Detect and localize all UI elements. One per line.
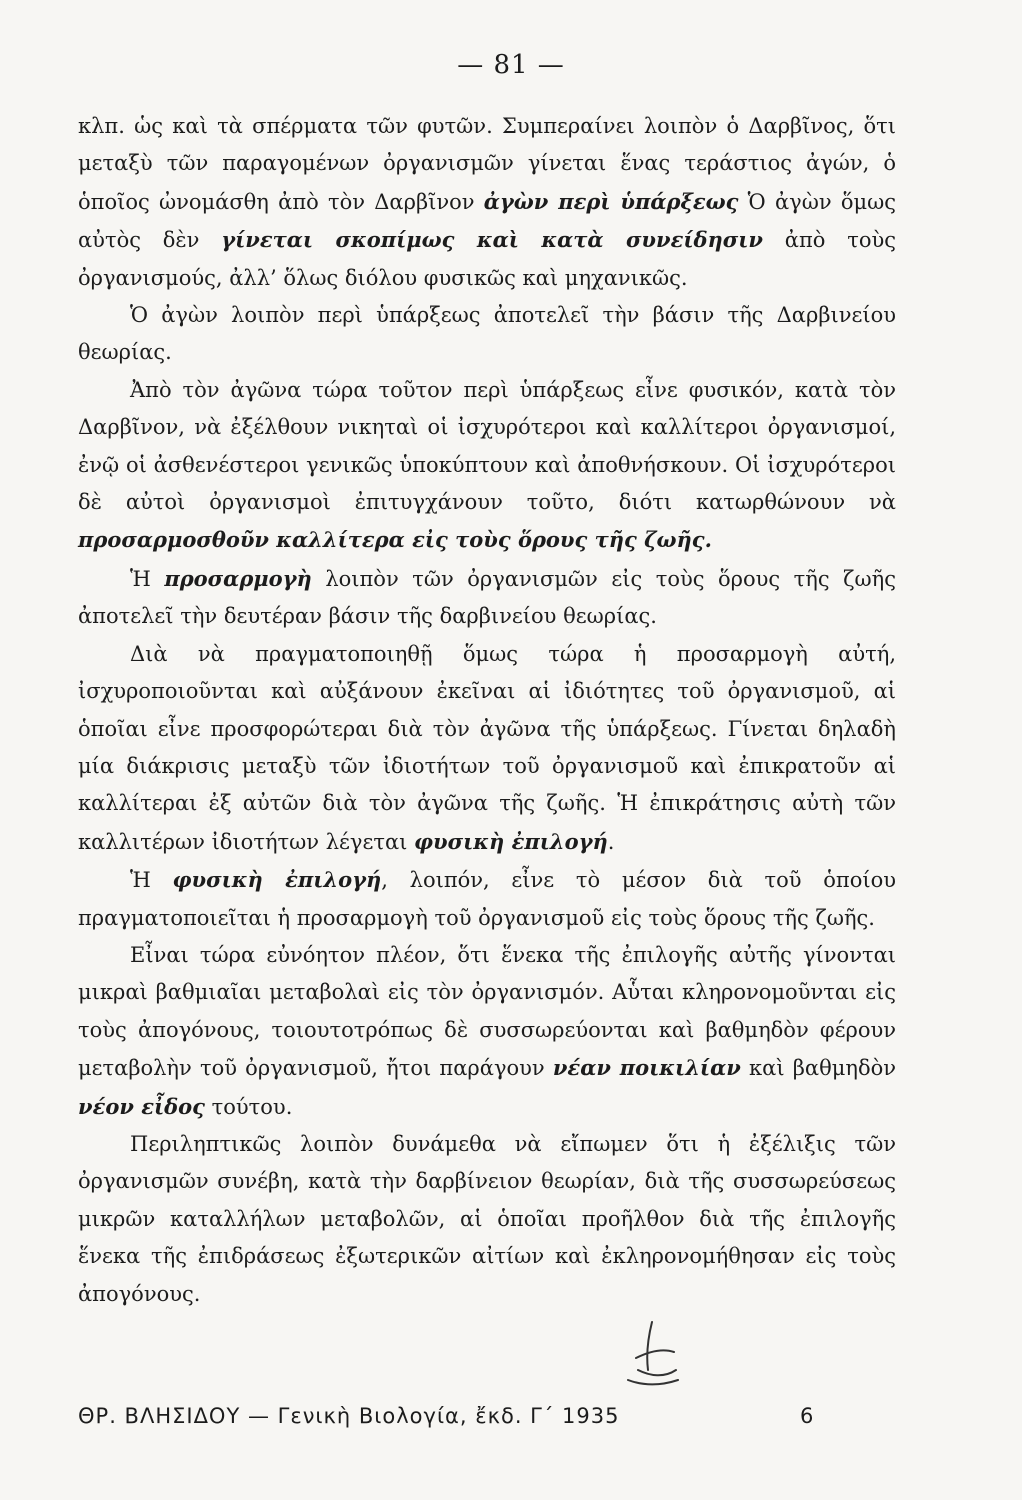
paragraph [78, 937, 896, 1126]
signature-mark: 6 [800, 1404, 814, 1428]
page-number: — 81 — [457, 50, 565, 80]
body-text [78, 108, 896, 1313]
text-run: Ἡ [130, 566, 165, 591]
text-run: ἀπὸ τοὺς ὀργανισμούς, ἀλλ’ ὅλως διόλου φυσικῶς καὶ μηχανικῶς. [78, 228, 897, 290]
paragraph [78, 636, 896, 861]
text-run: , λοιπόν, εἶνε τὸ μέσον διὰ τοῦ ὁποίου πραγματοποιεῖται ἡ προσαρμογὴ τοῦ ὀργανισμοῦ εἰς τοὺς ὅρους τῆς ζωῆς. [78, 868, 896, 930]
emphasis-term: προσαρμογὴ [164, 565, 312, 591]
paragraph [78, 560, 896, 636]
text-run: Διὰ νὰ πραγματοποιηθῇ ὅμως τώρα ἡ προσαρμογὴ αὐτή, ἰσχυροποιοῦνται καὶ αὐξάνουν ἐκεῖναι αἱ ἰδιότητες τοῦ ὀργανισμοῦ, αἱ ὁποῖαι εἶνε προσφορώτεραι διὰ τὸν ἀγῶνα τῆς ὑπάρξεως. Γίνεται δηλαδὴ μία διάκρισις μεταξὺ τῶν ἰδιοτήτων τοῦ ὀργανισμοῦ καὶ ἐπικρατοῦν αἱ καλλίτεραι ἐξ αὐτῶν διὰ τὸν ἀγῶνα τῆς ζωῆς. Ἡ ἐπικράτησις αὐτὴ τῶν καλλιτέρων ἰδιοτήτων λέγεται [78, 641, 896, 854]
text-run: κλπ. ὡς καὶ τὰ σπέρματα τῶν φυτῶν. Συμπεραίνει λοιπὸν ὁ Δαρβῖνος, ὅτι μεταξὺ τῶν παραγομένων ὀργανισμῶν γίνεται ἕνας τεράστιος ἀγών, ὁ ὁποῖος ὠνομάσθη ἀπὸ τὸν Δαρβῖνον [78, 114, 896, 214]
paragraph [78, 108, 896, 297]
text-run: Εἶναι τώρα εὐνόητον πλέον, ὅτι ἕνεκα τῆς ἐπιλογῆς αὐτῆς γίνονται μικραὶ βαθμιαῖαι μεταβολαὶ εἰς τὸν ὀργανισμόν. Αὗται κληρονομοῦνται εἰς τοὺς ἀπογόνους, τοιουτοτρόπως δὲ συσσωρεύονται καὶ βαθμηδὸν φέρουν μεταβολὴν τοῦ ὀργανισμοῦ, ἤτοι παράγουν [78, 942, 896, 1081]
emphasis-term: γίνεται σκοπίμως καὶ κατὰ συνείδησιν [221, 227, 763, 253]
emphasis-term: φυσικὴ ἐπιλογή [172, 867, 382, 893]
text-run: τούτου. [204, 1094, 293, 1119]
footer-citation: ΘΡ. ΒΛΗΣΙΔΟΥ — Γενικὴ Βιολογία, ἔκδ. Γ΄ 1935 [78, 1404, 620, 1428]
handwritten-mark [618, 1318, 682, 1390]
text-run: Ἡ [130, 868, 173, 893]
text-run: Ὁ ἀγὼν ὅμως αὐτὸς δὲν [78, 189, 897, 253]
paragraph [78, 1126, 896, 1313]
paragraph [78, 861, 896, 937]
emphasis-term: ἀγὼν περὶ ὑπάρξεως [483, 188, 739, 214]
text-run: . [607, 829, 615, 854]
text-run: Ὁ ἀγὼν λοιπὸν περὶ ὑπάρξεως ἀποτελεῖ τὴν βάσιν τῆς Δαρβινείου θεωρίας. [78, 303, 896, 365]
text-run: Περιληπτικῶς λοιπὸν δυνάμεθα νὰ εἴπωμεν ὅτι ἡ ἐξέλιξις τῶν ὀργανισμῶν συνέβη, κατὰ τὴν δαρβίνειον θεωρίαν, διὰ τῆς συσσωρεύσεως μικρῶν καταλλήλων μεταβολῶν, αἱ ὁποῖαι προῆλθον διὰ τῆς ἐπιλογῆς ἕνεκα τῆς ἐπιδράσεως ἐξωτερικῶν αἰτίων καὶ ἐκληρονομήθησαν εἰς τοὺς ἀπογόνους. [78, 1131, 896, 1306]
paragraph [78, 297, 896, 372]
text-run: λοιπὸν τῶν ὀργανισμῶν εἰς τοὺς ὅρους τῆς ζωῆς ἀποτελεῖ τὴν δευτέραν βάσιν τῆς δαρβινείου θεωρίας. [78, 566, 896, 629]
text-run: καὶ βαθμηδὸν [740, 1056, 897, 1081]
emphasis-term: νέαν ποικιλίαν [552, 1055, 741, 1081]
emphasis-term: προσαρμοσθοῦν καλλίτερα εἰς τοὺς ὅρους τῆς ζωῆς. [78, 527, 712, 553]
paragraph [78, 372, 896, 560]
emphasis-term: φυσικὴ ἐπιλογή [414, 828, 608, 854]
emphasis-term: νέον εἶδος [78, 1093, 205, 1119]
text-run: Ἀπὸ τὸν ἀγῶνα τώρα τοῦτον περὶ ὑπάρξεως εἶνε φυσικόν, κατὰ τὸν Δαρβῖνον, νὰ ἐξέλθουν νικηταὶ οἱ ἰσχυρότεροι καὶ καλλίτεροι ὀργανισμοί, ἐνῷ οἱ ἀσθενέστεροι γενικῶς ὑποκύπτουν καὶ ἀποθνήσκουν. Οἱ ἰσχυρότεροι δὲ αὐτοὶ ὀργανισμοὶ ἐπιτυγχάνουν τοῦτο, διότι κατωρθώνουν νὰ [78, 377, 896, 515]
